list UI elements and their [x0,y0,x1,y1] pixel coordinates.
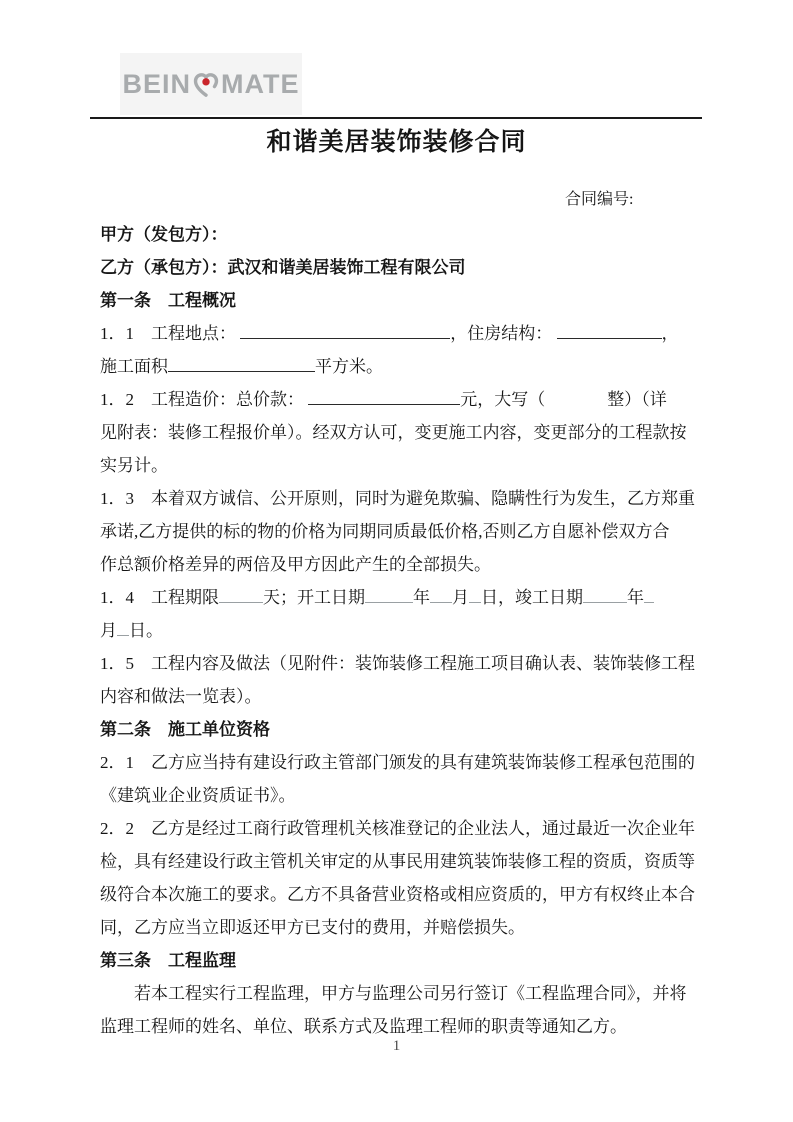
text-run: 1．3 本着双方诚信、公开原则，同时为避免欺骗、隐瞒性行为发生，乙方郑重 [100,489,695,508]
page-number: 1 [392,1038,401,1054]
text-line [100,416,708,449]
blank-underline-field [240,323,450,339]
text-run: 第三条 工程监理 [100,951,236,970]
blank-underline-field [469,587,481,603]
blank-underline-field [644,587,654,603]
text-run: 第二条 施工单位资格 [100,720,270,739]
contract-number-label: 合同编号: [565,191,634,208]
text-run: 日，竣工日期 [481,588,583,607]
text-run: 月 [452,588,469,607]
text-run: 日。 [129,621,163,640]
text-run: 内容和做法一览表）。 [100,687,262,706]
text-line [100,911,708,944]
text-run: 平方米。 [315,357,383,376]
text-run: 1．5 工程内容及做法（见附件：装饰装修工程施工项目确认表、装饰装修工程 [100,654,695,673]
text-run: 天；开工日期 [263,588,365,607]
text-run: 监理工程师的姓名、单位、联系方式及监理工程师的职责等通知乙方。 [100,1017,627,1036]
page-title: 和谐美居装饰装修合同 [266,129,527,156]
text-line [100,746,708,779]
blank-underline-field [365,587,413,603]
heading-line [100,218,708,251]
text-line [100,581,708,614]
heart-g-icon [189,66,223,100]
text-run: 实另计。 [100,456,168,475]
blank-underline-field [308,389,460,405]
text-run: 整）（详 [607,390,667,409]
text-run: 2．1 乙方应当持有建设行政主管部门颁发的具有建筑装饰装修工程承包范围的 [100,753,695,772]
text-line [100,812,708,845]
text-run: ， [661,324,679,343]
blank-underline-field [430,587,452,603]
text-run: 第一条 工程概况 [100,291,236,310]
text-line [100,383,708,416]
text-run: 施工面积 [100,357,168,376]
text-run: 1．4 工程期限 [100,588,219,607]
beingmate-logo [120,53,302,115]
text-run: 同，乙方应当立即返还甲方已支付的费用，并赔偿损失。 [100,918,525,937]
blank-underline-field [583,587,627,603]
heading-line [100,251,708,284]
text-line [100,317,708,350]
text-run: 承诺,乙方提供的标的物的价格为同期同质最低价格,否则乙方自愿补偿双方合 [100,522,670,541]
text-line [100,548,708,581]
logo-text-right: MATE [221,68,300,99]
blank-underline-field [168,356,315,372]
text-run: 《建筑业企业资质证书》。 [100,786,296,805]
text-line [100,878,708,911]
text-run: 甲方（发包方）： [100,225,228,244]
text-line [100,845,708,878]
text-line [100,647,708,680]
heading-line [100,944,708,977]
text-run: 2．2 乙方是经过工商行政管理机关核准登记的企业法人，通过最近一次企业年 [100,819,695,838]
blank-underline-field [219,587,263,603]
text-run: 若本工程实行工程监理，甲方与监理公司另行签订《工程监理合同》，并将 [100,984,687,1003]
text-line [100,680,708,713]
text-run: 1．2 工程造价：总价款： [100,390,309,409]
text-line [100,449,708,482]
text-run: 年 [413,588,430,607]
blank-underline-field [117,620,129,636]
text-line [100,614,708,647]
logo-heart-dot [202,78,209,85]
text-run: 作总额价格差异的两倍及甲方因此产生的全部损失。 [100,555,491,574]
text-line [100,350,708,383]
heading-line [100,713,708,746]
text-run: 年 [627,588,644,607]
text-run: 乙方（承包方）：武汉和谐美居装饰工程有限公司 [100,258,466,277]
text-run: 元，大写（ [460,390,546,409]
text-run: ，住房结构： [450,324,557,343]
contract-body [100,218,708,1043]
text-run: 级符合本次施工的要求。乙方不具备营业资格或相应资质的，甲方有权终止本合 [100,885,695,904]
header-divider [90,117,702,119]
text-run: 检，具有经建设行政主管机关审定的从事民用建筑装饰装修工程的资质，资质等 [100,852,695,871]
text-line [100,482,708,515]
text-line [100,779,708,812]
logo-text-left: BEIN [122,68,191,99]
text-line [100,515,708,548]
blank-gap [545,404,607,405]
blank-underline-field [557,323,662,339]
text-line [100,977,708,1010]
text-run: 1．1 工程地点： [100,324,241,343]
text-run: 见附表：装修工程报价单）。经双方认可，变更施工内容，变更部分的工程款按 [100,423,687,442]
heading-line [100,284,708,317]
text-run: 月 [100,621,117,640]
